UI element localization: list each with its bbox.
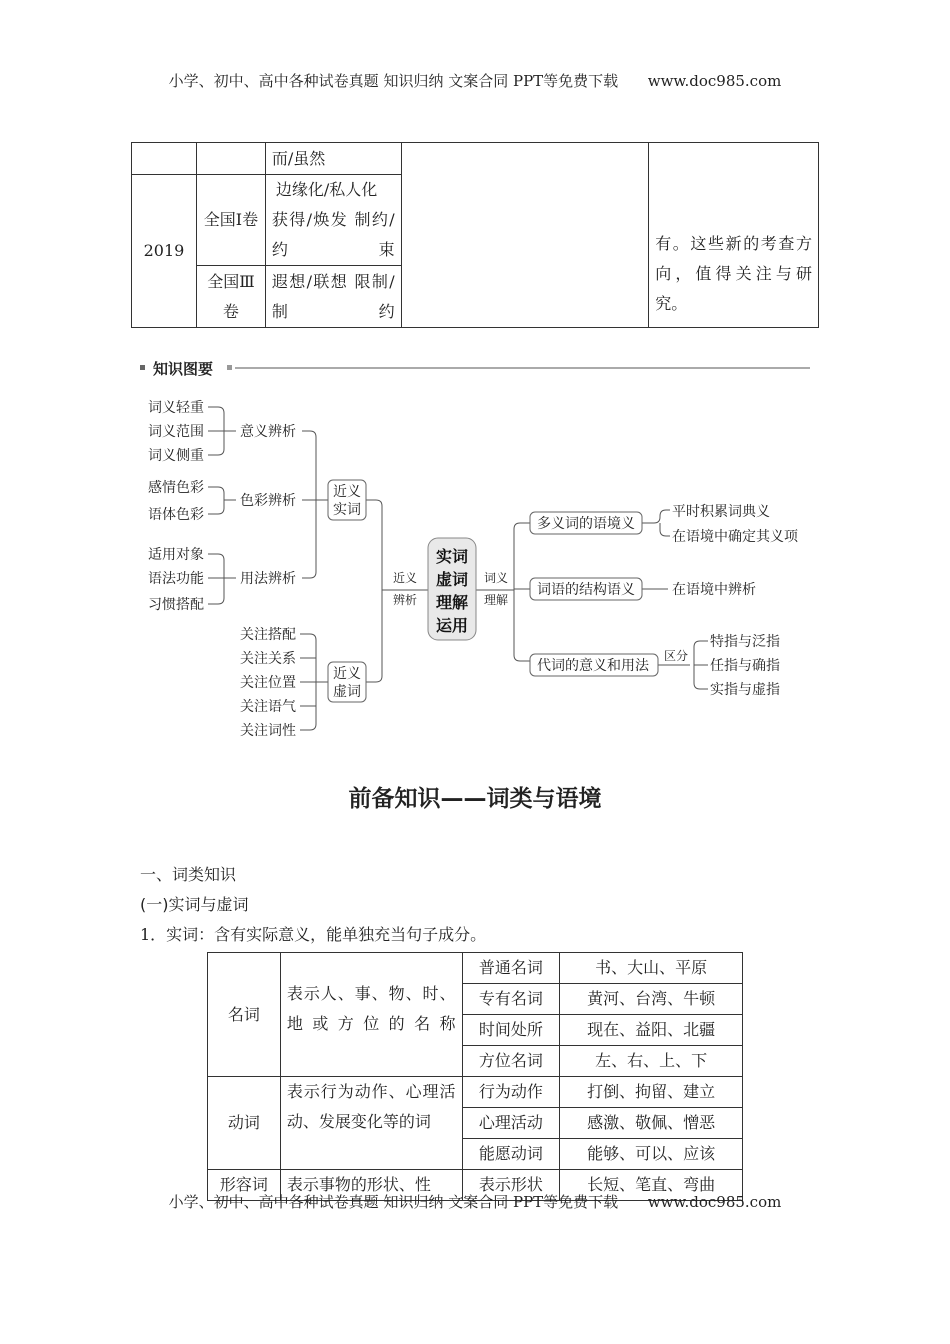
examples: 长短、笔直、弯曲	[560, 1170, 743, 1201]
shici-line1: 近义	[333, 484, 361, 500]
node-secai: 色彩辨析	[240, 493, 296, 509]
r3-distinguish: 区分	[664, 649, 689, 663]
cell-words: 而/虽然	[265, 143, 401, 175]
noun-desc: 表示人、事、物、时、地或方位的名称	[280, 953, 462, 1077]
cat-verb: 动词	[208, 1077, 281, 1170]
page-footer	[0, 1191, 950, 1212]
examples: 书、大山、平原	[560, 953, 743, 984]
item-xuci-2: 关注关系	[240, 651, 296, 667]
footer-text: 小学、初中、高中各种试卷真题 知识归纳 文案合同 PPT等免费下载	[168, 1193, 619, 1211]
square-icon	[227, 365, 232, 370]
r1-label: 多义词的语境义	[537, 516, 635, 532]
r3-item-1: 特指与泛指	[710, 634, 780, 650]
cat-adj: 形容词	[208, 1170, 281, 1201]
xuci-line2: 虚词	[333, 684, 361, 700]
year-cell: 2019	[132, 175, 197, 328]
note-cell: 有。这些新的考查方向，值得关注与研究。	[649, 143, 819, 328]
examples: 能够、可以、应该	[560, 1139, 743, 1170]
sub-type: 时间处所	[462, 1015, 560, 1046]
heading-2: (一)实词与虚词	[140, 895, 249, 914]
item-yiyi-3: 词义侧重	[148, 448, 204, 464]
right-branch-2: 理解	[484, 593, 509, 607]
examples: 左、右、上、下	[560, 1046, 743, 1077]
paper-cell: 全国Ⅰ卷	[196, 175, 265, 266]
section-divider	[140, 358, 810, 378]
item-xuci-1: 关注搭配	[240, 627, 296, 643]
paragraph-1: 1．实词：含有实际意义，能单独充当句子成分。	[140, 925, 487, 944]
item-yongfa-2: 语法功能	[148, 571, 204, 587]
header-text: 小学、初中、高中各种试卷真题 知识归纳 文案合同 PPT等免费下载	[168, 72, 619, 90]
mind-map	[0, 390, 950, 750]
header-url: www.doc985.com	[647, 72, 782, 90]
item-xuci-5: 关注词性	[240, 723, 296, 739]
center-3: 理解	[436, 593, 469, 612]
sub-type: 表示形状	[462, 1170, 560, 1201]
item-secai-2: 语体色彩	[148, 507, 204, 523]
sub-type: 能愿动词	[462, 1139, 560, 1170]
item-xuci-3: 关注位置	[240, 675, 296, 691]
examples: 黄河、台湾、牛顿	[560, 984, 743, 1015]
r2-label: 词语的结构语义	[537, 582, 635, 598]
examples: 感激、敬佩、憎恶	[560, 1108, 743, 1139]
r1-item-1: 平时积累词典义	[672, 504, 770, 520]
adj-desc: 表示事物的形状、性	[280, 1170, 462, 1201]
r3-item-3: 实指与虚指	[710, 682, 780, 698]
square-icon	[140, 365, 145, 370]
words-cell: 遐想/联想 限制/制约	[265, 266, 401, 328]
examples: 打倒、拘留、建立	[560, 1077, 743, 1108]
item-yiyi-1: 词义轻重	[148, 400, 204, 416]
paper-cell: 全国Ⅲ卷	[196, 266, 265, 328]
node-yongfa: 用法辨析	[240, 571, 296, 587]
center-4: 运用	[436, 616, 469, 635]
sub-type: 普通名词	[462, 953, 560, 984]
footer-url: www.doc985.com	[647, 1193, 782, 1211]
node-yiyi: 意义辨析	[240, 424, 296, 440]
xuci-line1: 近义	[333, 666, 361, 682]
shici-line2: 实词	[333, 502, 361, 518]
right-branch-1: 词义	[484, 571, 509, 585]
section-title: 知识图要	[153, 360, 214, 378]
word-class-table	[207, 952, 743, 1201]
sub-type: 行为动作	[462, 1077, 560, 1108]
page-header	[0, 70, 950, 91]
left-branch-2: 辨析	[393, 593, 418, 607]
examples: 现在、益阳、北疆	[560, 1015, 743, 1046]
item-yiyi-2: 词义范围	[148, 424, 204, 440]
heading-1: 一、词类知识	[140, 865, 237, 884]
item-yongfa-1: 适用对象	[148, 547, 204, 563]
r3-item-2: 任指与确指	[710, 658, 780, 674]
item-xuci-4: 关注语气	[240, 699, 296, 715]
item-secai-1: 感情色彩	[148, 480, 204, 496]
sub-type: 专有名词	[462, 984, 560, 1015]
r3-label: 代词的意义和用法	[537, 658, 649, 674]
sub-type: 方位名词	[462, 1046, 560, 1077]
left-branch-1: 近义	[393, 571, 418, 585]
exam-table	[131, 142, 819, 328]
verb-desc: 表示行为动作、心理活动、发展变化等的词	[280, 1077, 462, 1170]
main-title: 前备知识——词类与语境	[348, 786, 602, 812]
center-1: 实词	[436, 547, 469, 566]
sub-type: 心理活动	[462, 1108, 560, 1139]
center-2: 虚词	[436, 570, 469, 589]
r2-item: 在语境中辨析	[672, 582, 756, 598]
cat-noun: 名词	[208, 953, 281, 1077]
r1-item-2: 在语境中确定其义项	[672, 529, 798, 545]
words-cell: 边缘化/私人化 获得/焕发 制约/约束	[265, 175, 401, 266]
item-yongfa-3: 习惯搭配	[148, 597, 204, 613]
